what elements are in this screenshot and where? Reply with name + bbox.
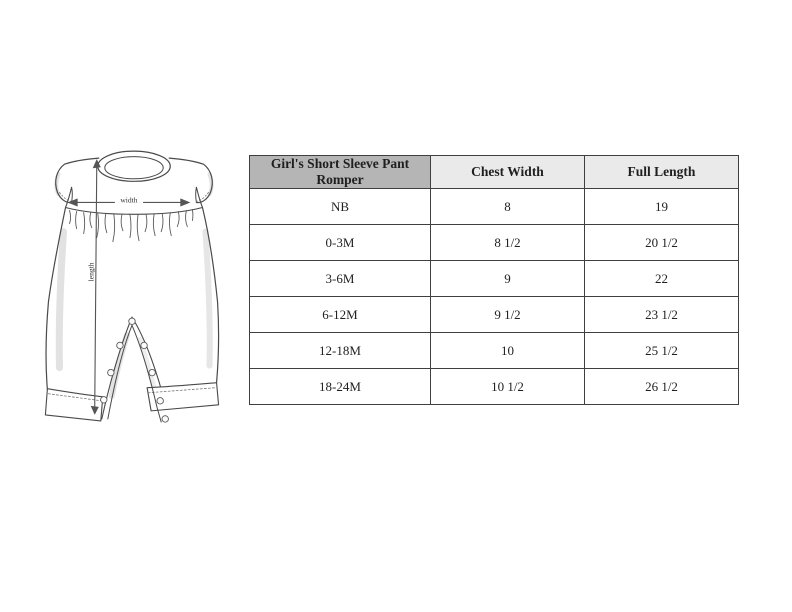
table-row xyxy=(250,297,739,333)
column-header-chest-width: Chest Width xyxy=(431,156,585,189)
full-length-cell: 19 xyxy=(585,189,739,225)
size-cell: 0-3M xyxy=(250,225,431,261)
size-cell: NB xyxy=(250,189,431,225)
table-header-row xyxy=(250,156,739,189)
size-chart-table xyxy=(249,155,739,405)
romper-sketch-svg xyxy=(33,136,235,428)
romper-illustration xyxy=(33,136,235,428)
full-length-cell: 26 1/2 xyxy=(585,369,739,405)
full-length-cell: 23 1/2 xyxy=(585,297,739,333)
table-row xyxy=(250,225,739,261)
table-row xyxy=(250,369,739,405)
full-length-cell: 22 xyxy=(585,261,739,297)
table-row xyxy=(250,189,739,225)
full-length-cell: 20 1/2 xyxy=(585,225,739,261)
size-cell: 18-24M xyxy=(250,369,431,405)
length-label: length xyxy=(86,262,96,282)
chest-width-cell: 10 xyxy=(431,333,585,369)
length-measure-arrow xyxy=(84,159,101,415)
table-row xyxy=(250,261,739,297)
width-label: width xyxy=(120,195,138,205)
chest-width-cell: 9 xyxy=(431,261,585,297)
size-cell: 6-12M xyxy=(250,297,431,333)
chest-width-cell: 8 1/2 xyxy=(431,225,585,261)
chest-width-cell: 10 1/2 xyxy=(431,369,585,405)
column-header-full-length: Full Length xyxy=(585,156,739,189)
table-row xyxy=(250,333,739,369)
chest-width-cell: 8 xyxy=(431,189,585,225)
chest-width-cell: 9 1/2 xyxy=(431,297,585,333)
size-cell: 12-18M xyxy=(250,333,431,369)
column-header-product: Girl's Short Sleeve Pant Romper xyxy=(250,156,431,189)
size-cell: 3-6M xyxy=(250,261,431,297)
full-length-cell: 25 1/2 xyxy=(585,333,739,369)
